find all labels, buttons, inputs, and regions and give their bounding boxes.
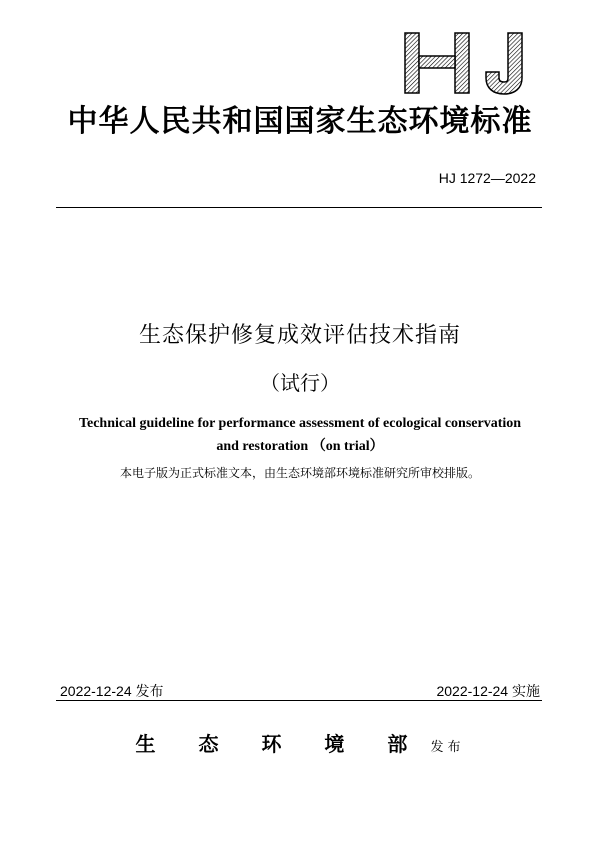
bottom-divider	[56, 700, 542, 701]
issue-date: 2022-12-24 发布	[60, 683, 164, 699]
publisher	[0, 728, 600, 757]
implementation-date: 2022-12-24 实施	[436, 683, 540, 699]
english-title-line-2: and restoration （on trial）	[216, 439, 384, 454]
document-title: 生态保护修复成效评估技术指南	[138, 323, 461, 348]
hj-logo-icon	[402, 30, 528, 96]
top-divider	[56, 207, 542, 208]
edition-note: 本电子版为正式标准文本，由生态环境部环境标准研究所审校排版。	[119, 466, 480, 480]
standard-number: HJ 1272—2022	[438, 170, 536, 186]
trial-label: （试行）	[260, 371, 340, 395]
publisher-name: 生 态 环 境 部	[135, 732, 426, 756]
publisher-action: 发布	[430, 740, 465, 755]
english-title-line-1: Technical guideline for performance assessment of ecological conservation	[78, 416, 522, 431]
standard-category-title: 中华人民共和国国家生态环境标准	[67, 104, 533, 139]
